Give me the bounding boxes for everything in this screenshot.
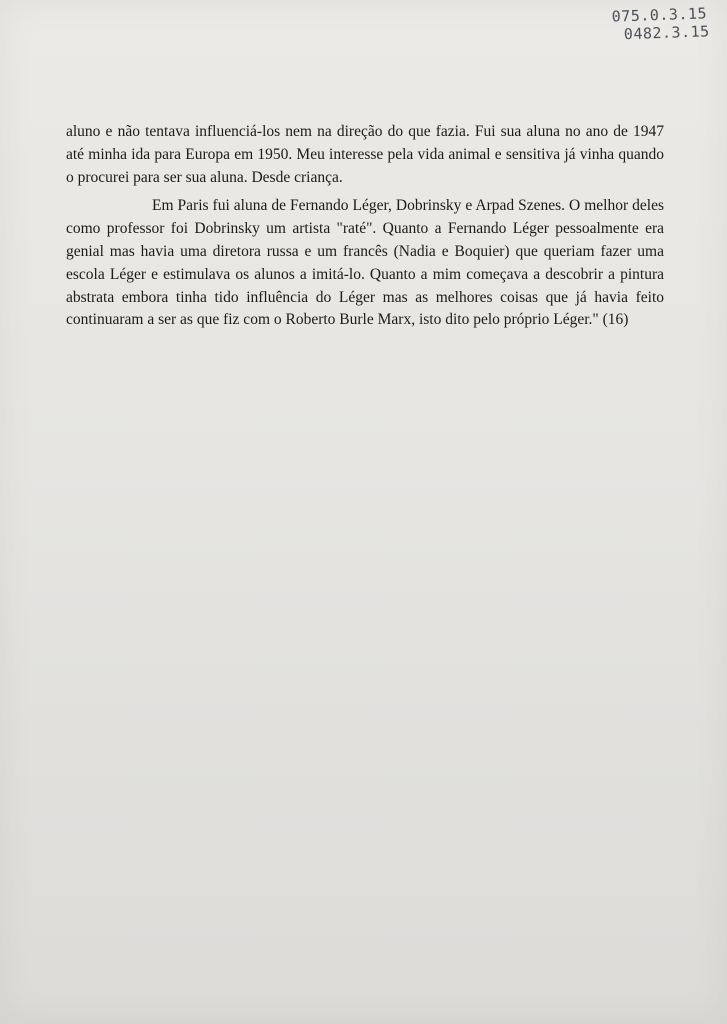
handwritten-catalog-numbers — [611, 4, 708, 43]
paragraph-1: aluno e não tentava influenciá-los nem na direção do que fazia. Fui sua aluna no ano de 1947 até minha ida para Europa em 1950. Meu interesse pela vida animal e sensitiva já vinha quando o procurei para ser sua aluna. Desde criança. — [66, 123, 664, 186]
catalog-number-line-1: 075.0.3.15 — [611, 4, 707, 26]
body-text — [66, 121, 664, 332]
paragraph-2: Em Paris fui aluna de Fernando Léger, Dobrinsky e Arpad Szenes. O melhor deles como professor foi Dobrinsky um artista "raté". Quanto a Fernando Léger pessoalmente era genial mas havia uma diretora russa e um francês (Nadia e Boquier) que queriam fazer uma escola Léger e estimulava os alunos a imitá-lo. Quanto a mim começava a descobrir a pintura abstrata embora tinha tido influência do Léger mas as melhores coisas que já havia feito continuaram a ser as que fiz com o Roberto Burle Marx, isto dito pelo próprio Léger." (16) — [66, 197, 664, 329]
catalog-number-line-2: 0482.3.15 — [623, 22, 710, 44]
